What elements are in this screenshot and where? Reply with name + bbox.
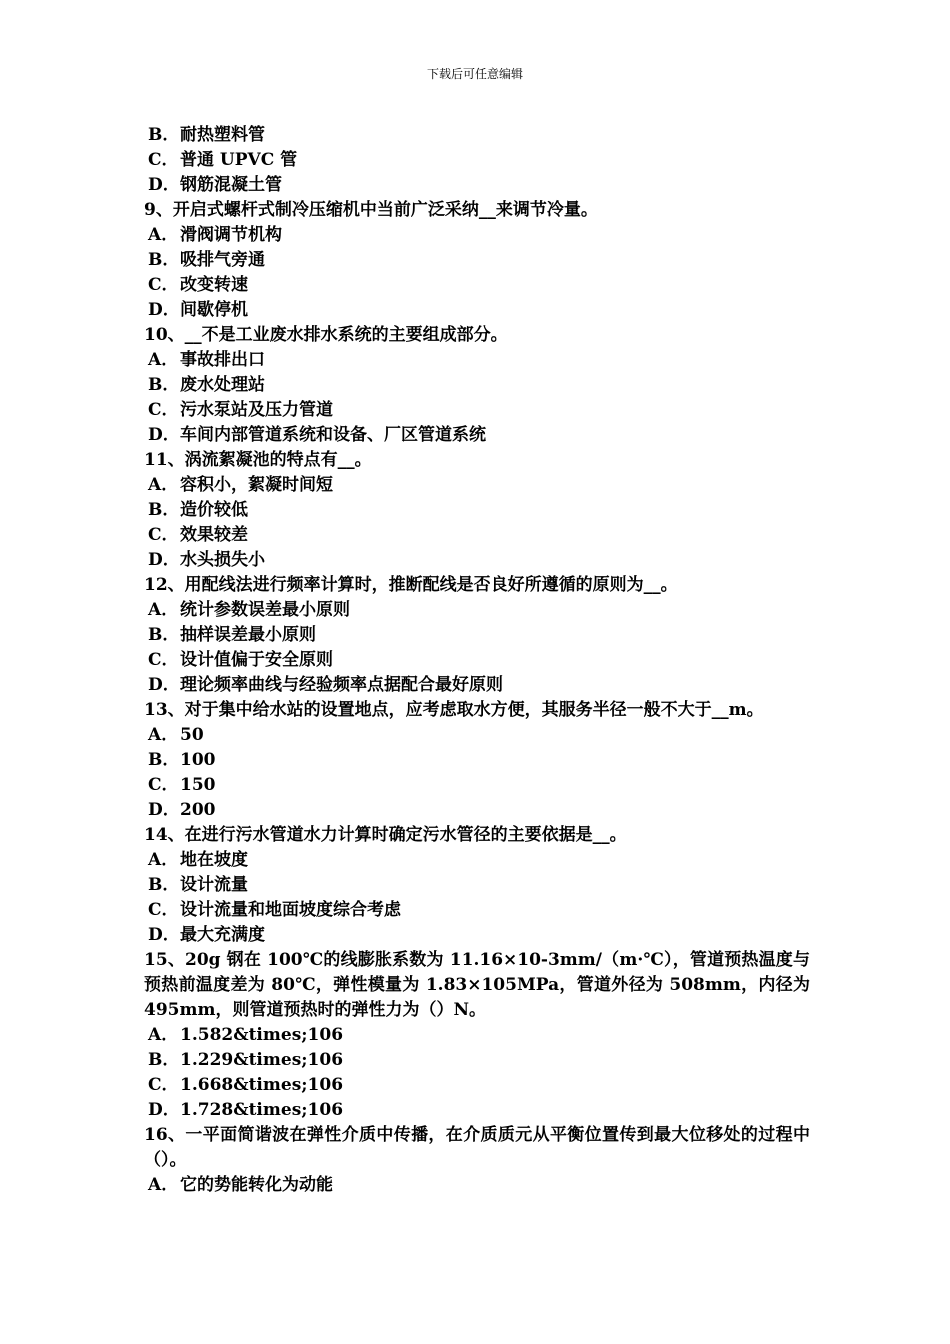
page-header: 下载后可任意编辑 <box>426 67 523 81</box>
option-text: 1.229&times;106 <box>180 1050 344 1070</box>
option-key: C． <box>148 775 179 795</box>
option-key: A． <box>148 225 179 245</box>
answer-option <box>144 848 810 873</box>
option-key: A． <box>148 475 179 495</box>
answer-option <box>144 748 810 773</box>
option-key: B． <box>148 625 180 645</box>
option-text: 钢筋混凝土管 <box>180 175 282 195</box>
option-key: B． <box>148 125 180 145</box>
answer-option <box>144 773 810 798</box>
answer-option <box>144 473 810 498</box>
option-key: B． <box>148 375 180 395</box>
option-key: B． <box>148 500 180 520</box>
answer-option <box>144 798 810 823</box>
option-text: 容积小，絮凝时间短 <box>180 475 333 495</box>
option-text: 150 <box>180 775 216 795</box>
answer-option <box>144 373 810 398</box>
option-text: 事故排出口 <box>180 350 265 370</box>
answer-option <box>144 248 810 273</box>
option-text: 地在坡度 <box>180 850 248 870</box>
answer-option <box>144 623 810 648</box>
option-key: D． <box>148 1100 180 1120</box>
answer-option <box>144 898 810 923</box>
option-key: D． <box>148 425 180 445</box>
option-text: 造价较低 <box>180 500 248 520</box>
option-text: 吸排气旁通 <box>180 250 265 270</box>
answer-option <box>144 873 810 898</box>
question-text: 10、__不是工业废水排水系统的主要组成部分。 <box>144 325 508 345</box>
option-key: A． <box>148 725 179 745</box>
option-key: B． <box>148 750 180 770</box>
option-key: D． <box>148 175 180 195</box>
option-text: 1.728&times;106 <box>180 1100 344 1120</box>
answer-option <box>144 1023 810 1048</box>
option-text: 滑阀调节机构 <box>180 225 282 245</box>
answer-option <box>144 398 810 423</box>
answer-option <box>144 1098 810 1123</box>
question-text: 16、一平面简谐波在弹性介质中传播，在介质质元从平衡位置传到最大位移处的过程中（）。 <box>144 1125 810 1170</box>
option-key: D． <box>148 675 180 695</box>
option-key: C． <box>148 650 179 670</box>
option-key: C． <box>148 900 179 920</box>
option-text: 它的势能转化为动能 <box>180 1175 333 1195</box>
question-text: 9、开启式螺杆式制冷压缩机中当前广泛采纳__来调节冷量。 <box>144 200 598 220</box>
option-key: A． <box>148 350 179 370</box>
answer-option <box>144 123 810 148</box>
answer-option <box>144 423 810 448</box>
answer-option <box>144 598 810 623</box>
option-text: 设计流量 <box>180 875 248 895</box>
option-key: D． <box>148 800 180 820</box>
question-text: 11、涡流絮凝池的特点有__。 <box>144 450 372 470</box>
answer-option <box>144 523 810 548</box>
option-text: 设计值偏于安全原则 <box>180 650 333 670</box>
option-text: 最大充满度 <box>180 925 265 945</box>
answer-option <box>144 173 810 198</box>
question-text: 13、对于集中给水站的设置地点，应考虑取水方便，其服务半径一般不大于__m。 <box>144 700 764 720</box>
option-key: A． <box>148 1175 179 1195</box>
option-key: C． <box>148 150 179 170</box>
answer-option <box>144 673 810 698</box>
option-key: D． <box>148 550 180 570</box>
answer-option <box>144 548 810 573</box>
option-text: 理论频率曲线与经验频率点据配合最好原则 <box>180 675 503 695</box>
answer-option <box>144 723 810 748</box>
answer-option <box>144 648 810 673</box>
option-key: C． <box>148 400 179 420</box>
option-key: C． <box>148 275 179 295</box>
option-text: 1.668&times;106 <box>180 1075 344 1095</box>
option-text: 改变转速 <box>180 275 248 295</box>
answer-option <box>144 348 810 373</box>
option-key: C． <box>148 525 179 545</box>
answer-option <box>144 1048 810 1073</box>
option-key: D． <box>148 925 180 945</box>
answer-option <box>144 923 810 948</box>
option-key: A． <box>148 850 179 870</box>
option-text: 效果较差 <box>180 525 248 545</box>
question-text: 15、20g 钢在 100℃的线膨胀系数为 11.16×10-3mm/（m·℃），管道预热温度与预热前温度差为 80℃，弹性模量为 1.83×105MPa，管道外径为 508mm，内径为 495mm，则管道预热时的弹性力为（）N。 <box>144 950 810 1020</box>
answer-option <box>144 1073 810 1098</box>
question-text: 12、用配线法进行频率计算时，推断配线是否良好所遵循的原则为__。 <box>144 575 678 595</box>
option-text: 50 <box>180 725 204 745</box>
answer-option <box>144 148 810 173</box>
option-key: B． <box>148 1050 180 1070</box>
option-text: 废水处理站 <box>180 375 265 395</box>
option-text: 抽样误差最小原则 <box>180 625 316 645</box>
option-text: 200 <box>180 800 216 820</box>
option-text: 车间内部管道系统和设备、厂区管道系统 <box>180 425 486 445</box>
option-key: C． <box>148 1075 179 1095</box>
document-body <box>144 123 810 1198</box>
option-key: B． <box>148 250 180 270</box>
answer-option <box>144 498 810 523</box>
option-text: 污水泵站及压力管道 <box>180 400 333 420</box>
answer-option <box>144 298 810 323</box>
answer-option <box>144 273 810 298</box>
answer-option <box>144 223 810 248</box>
question-text: 14、在进行污水管道水力计算时确定污水管径的主要依据是__。 <box>144 825 627 845</box>
option-key: A． <box>148 600 179 620</box>
option-key: B． <box>148 875 180 895</box>
option-key: A． <box>148 1025 179 1045</box>
option-text: 1.582&times;106 <box>180 1025 344 1045</box>
option-text: 间歇停机 <box>180 300 248 320</box>
option-text: 普通 UPVC 管 <box>180 150 298 170</box>
option-key: D． <box>148 300 180 320</box>
option-text: 统计参数误差最小原则 <box>180 600 350 620</box>
option-text: 设计流量和地面坡度综合考虑 <box>180 900 401 920</box>
option-text: 耐热塑料管 <box>180 125 265 145</box>
option-text: 水头损失小 <box>180 550 265 570</box>
option-text: 100 <box>180 750 216 770</box>
answer-option <box>144 1173 810 1198</box>
